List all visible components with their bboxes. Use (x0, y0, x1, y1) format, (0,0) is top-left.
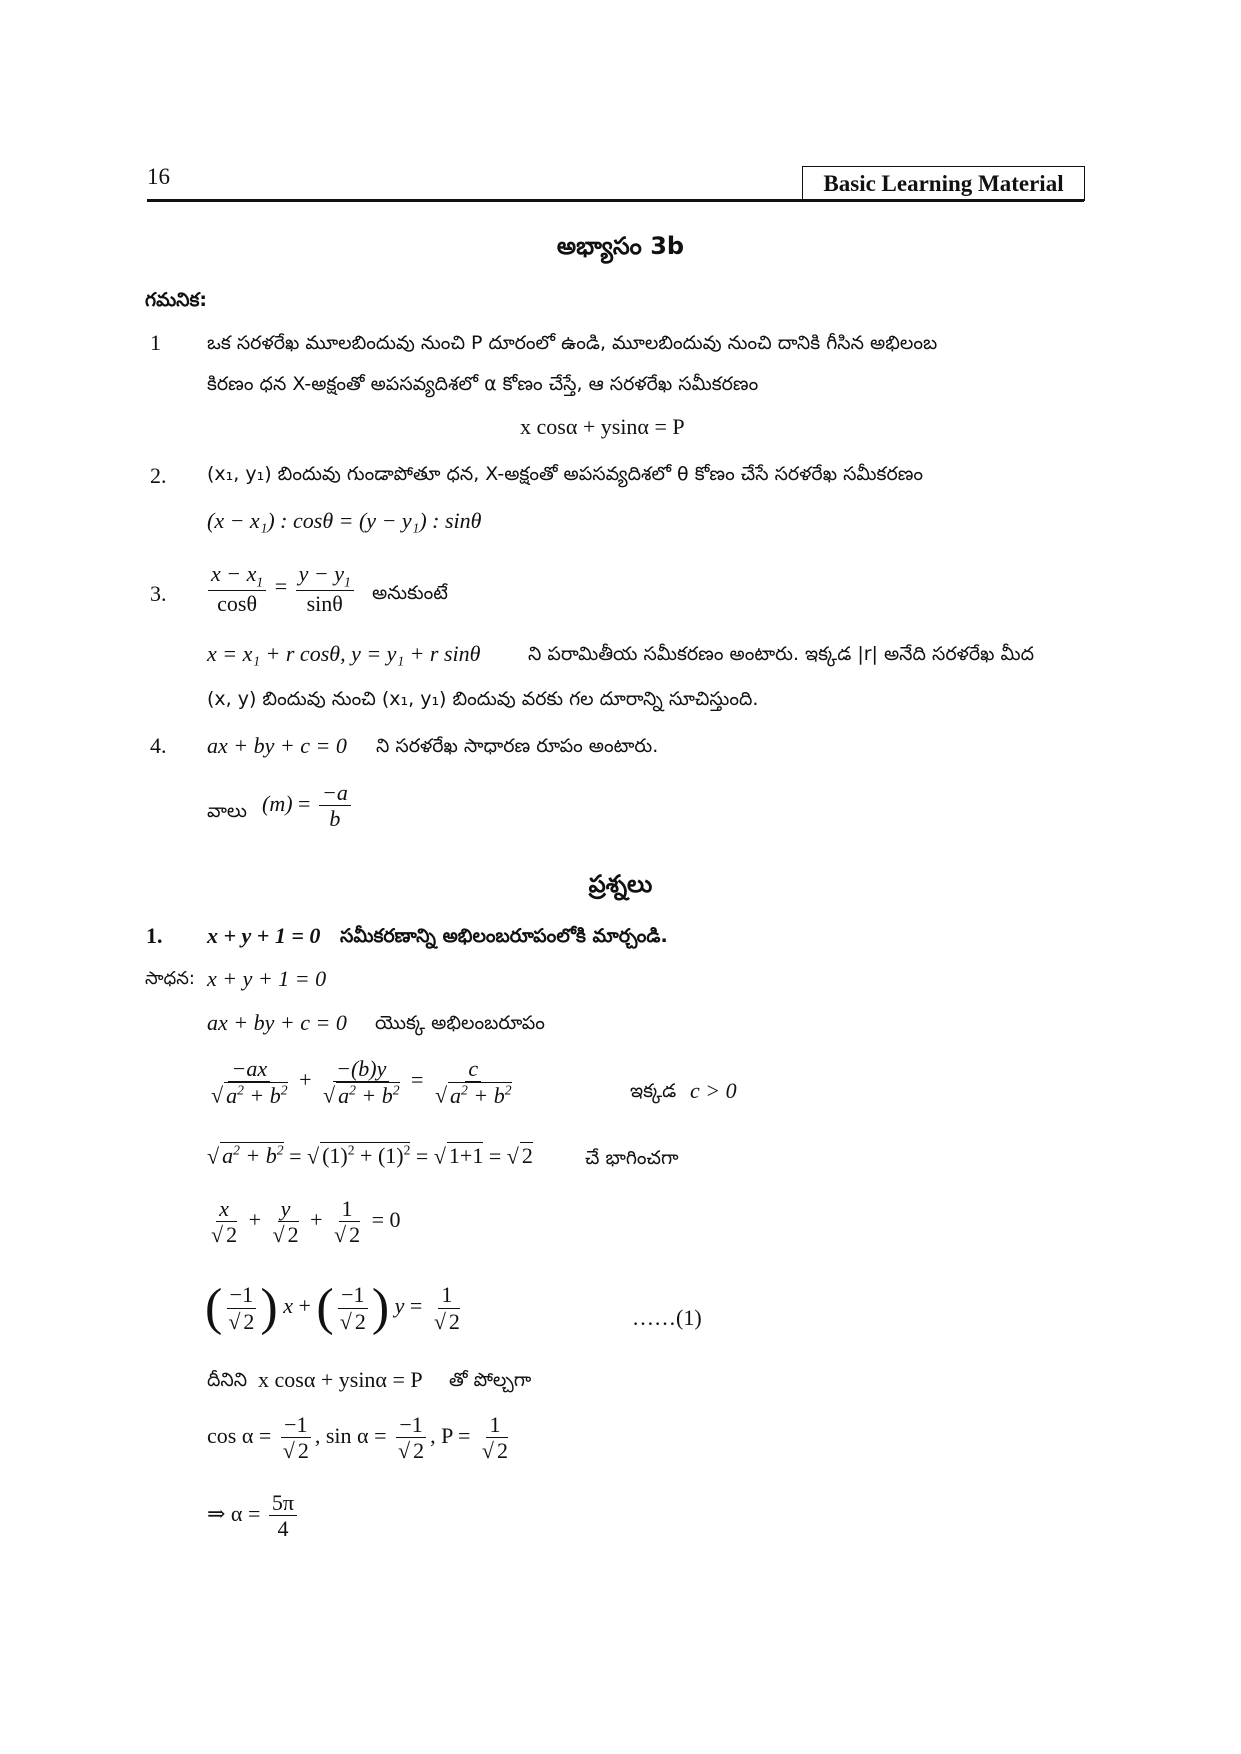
note-1-number: 1 (150, 330, 161, 355)
page-number: 16 (147, 164, 170, 189)
slope-formula: (m) = $\frac{-a}{b}$ (262, 780, 354, 832)
solution-label: సాధన: (145, 968, 195, 989)
note-1-text-b: కిరణం ధన X-అక్షంతో అపసవ్యదిశలో α కోణం చేస్తే, ఆ సరళరేఖ సమీకరణం (207, 373, 759, 395)
header-rule (147, 199, 1084, 202)
note-3-suffix: అనుకుంటే (372, 582, 448, 604)
sqrt-computation: √ $a^2 + b^2$ = √ $(1)^2 + (1)^2$ = √ 1+1 = √ 2 (207, 1143, 533, 1169)
general-form-equation: ax + by + c = 0 (207, 1010, 347, 1035)
divide-text: చే భాగించగా (585, 1147, 679, 1169)
note-2-number: 2. (150, 463, 167, 488)
note-3-fraction-equation: $\frac{x - x_1}{\cos\theta}$ = $\frac{y - y_1}{\sin\theta}$ (205, 561, 357, 616)
note-1-text-a: ఒక సరళరేఖ మూలబిందువు నుంచి P దూరంలో ఉండి, మూలబిందువు నుంచి దానికి గీసిన అభిలంబ (207, 332, 938, 354)
note-2-text: (x₁, y₁) బిందువు గుండాపోతూ ధన, X-అక్షంతో అపసవ్యదిశలో θ కోణం చేసే సరళరేఖ సమీకరణం (207, 463, 924, 485)
trig-values: cos α = $\frac{-1}{√ 2}$ , sin α = $\frac{-1}{√ 2}$ , P = $\frac{1}{√ 2}$ (207, 1412, 508, 1464)
note-4-equation: ax + by + c = 0 (207, 733, 347, 758)
equation-reference: ……(1) (632, 1305, 702, 1330)
book-title-box (802, 166, 1085, 201)
exercise-title: అభ్యాసం 3b (556, 232, 685, 260)
slope-label: వాలు (207, 800, 247, 822)
book-title: Basic Learning Material (823, 171, 1064, 196)
questions-title: ప్రశ్నలు (588, 870, 653, 898)
divided-equation: $\frac{x}{√ 2}$ + $\frac{y}{√ 2}$ + $\frac{1}{√ 2}$ = 0 (211, 1196, 401, 1248)
condition-text: ఇక్కడ (630, 1080, 677, 1102)
question-1-equation: x + y + 1 = 0 (207, 923, 321, 948)
question-1-text: సమీకరణాన్ని అభిలంబరూపంలోకి మార్చండి. (340, 925, 668, 947)
note-3-parametric-equation: x = x₁ + r cosθ, y = y₁ + r sinθ (207, 641, 481, 666)
note-label: గమనిక: (145, 289, 208, 311)
note-2-equation: (x − x₁) : cosθ = (y − y₁) : sinθ (207, 508, 482, 533)
normal-form-text: యొక్క అభిలంబరూపం (375, 1012, 545, 1034)
alpha-result: ⇒ α = $\frac{5\pi}{4}$ (207, 1490, 300, 1542)
note-4-number: 4. (150, 733, 167, 758)
solution-equation: x + y + 1 = 0 (207, 966, 327, 991)
note-3-number: 3. (150, 581, 167, 606)
normal-form-equation: $\frac{-ax}{√ a^2 + b^2}$ + $\frac{-(b)y}{√ a^2 + b^2}$ = $\frac{c}{√ a^2 + b^2}$ (211, 1056, 512, 1108)
note-4-text: ని సరళరేఖ సాధారణ రూపం అంటారు. (376, 735, 659, 757)
question-1-number: 1. (146, 923, 163, 948)
note-3-text-a: ని పరామితీయ సమీకరణం అంటారు. ఇక్కడ |r| అనేది సరళరేఖ మీద (528, 643, 1035, 665)
equation-one: ( $\frac{-1}{√ 2}$ ) x + ( $\frac{-1}{√ 2}$ ) y = $\frac{1}{√ 2}$ (205, 1279, 460, 1336)
condition-math: c > 0 (690, 1078, 737, 1103)
compare-prefix: దీనిని (207, 1369, 248, 1391)
compare-equation: x cosα + ysinα = P (258, 1367, 423, 1392)
compare-suffix: తో పోల్చగా (449, 1369, 532, 1391)
note-3-text-b: (x, y) బిందువు నుంచి (x₁, y₁) బిందువు వరకు గల దూరాన్ని సూచిస్తుంది. (207, 688, 759, 710)
note-1-equation: x cosα + ysinα = P (520, 414, 685, 439)
